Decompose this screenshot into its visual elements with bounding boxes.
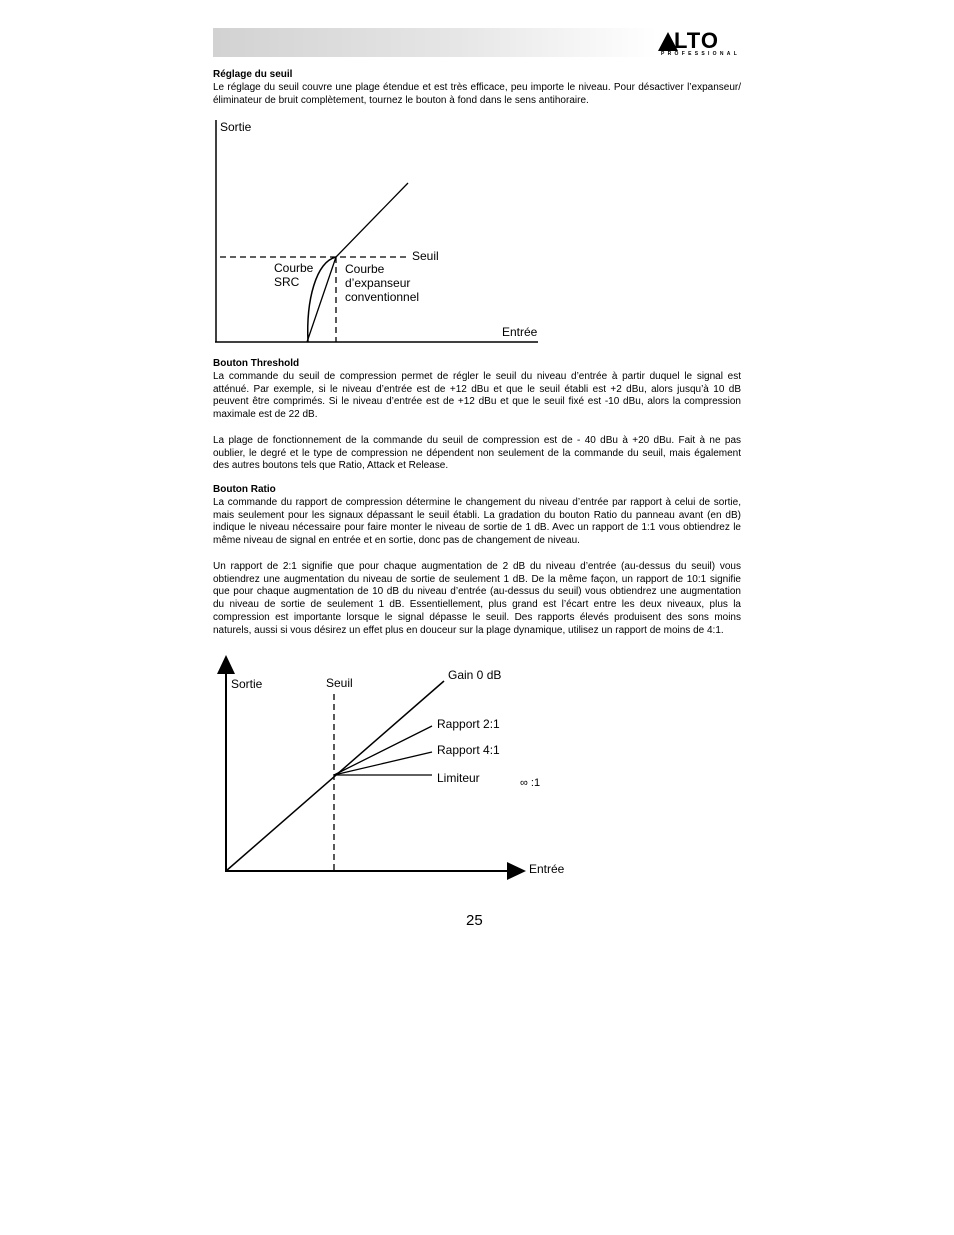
fig2-limiter-label: Limiteur — [437, 771, 480, 785]
paragraph: La commande du seuil de compression permet de régler le seuil du niveau d’entrée à partir duquel le signal est atténué. Par exemple, si le niveau d’entrée est de +12 dBu et que le seuil établi est +2 dBu, alors jusqu’à 10 dB peuvent être comprimés. Si le niveau d’entrée est de +12 dBu et que le seuil fixé est -10 dBu, alors la compression maximale est de 22 dB. — [213, 370, 741, 421]
fig1-threshold-label: Seuil — [412, 249, 439, 263]
fig2-y-arrow-icon — [217, 655, 235, 674]
fig1-exp-label-3: conventionnel — [345, 290, 420, 304]
fig1-src-label-1: Courbe — [274, 261, 314, 275]
fig2-ratio21-label: Rapport 2:1 — [437, 717, 500, 731]
fig1-exp-label-2: d’expanseur — [345, 276, 411, 290]
fig2-x-label: Entrée — [529, 862, 565, 876]
fig2-infinity-label: ∞ :1 — [520, 777, 541, 789]
fig2-gain-label: Gain 0 dB — [448, 668, 502, 682]
fig1-y-label: Sortie — [220, 120, 252, 134]
section-heading: Bouton Threshold — [213, 358, 300, 369]
paragraph: Le réglage du seuil couvre une plage étendue et est très efficace, peu importe le niveau. Pour désactiver l’expanseur/éliminateur de bruit complètement, tournez le bouton à fond dans le sens antihoraire. — [213, 81, 741, 106]
fig1-x-label: Entrée — [502, 325, 538, 339]
logo-name: LTO — [674, 28, 719, 53]
section-heading: Bouton Ratio — [213, 484, 276, 495]
paragraph: La plage de fonctionnement de la commande du seuil de compression est de - 40 dBu à +20 dBu. Fait à ne pas oublier, le degré et le type de compression ne dépendent non seulement de la commande du seuil, mais également des autres boutons tels que Ratio, Attack et Release. — [213, 434, 741, 472]
page-number: 25 — [466, 912, 483, 929]
logo-tagline: PROFESSIONAL — [661, 51, 741, 57]
paragraph: La commande du rapport de compression détermine le changement du niveau d’entrée par rapport à celui de sortie, mais seulement pour les signaux dépassant le seuil établi. La gradation du bouton Ratio du panneau avant (en dB) indique le niveau nécessaire pour faire monter le niveau de sortie de 1 dB. Avec un rapport de 1:1 vous obtiendrez le même niveau de signal en entrée et en sortie, donc pas de changement de niveau. — [213, 496, 741, 547]
fig2-gain-line — [226, 681, 444, 871]
fig2-x-arrow-icon — [507, 862, 526, 880]
fig1-exp-label-1: Courbe — [345, 262, 385, 276]
fig1-src-label-2: SRC — [274, 275, 300, 289]
fig2-threshold-label: Seuil — [326, 676, 353, 690]
fig2-y-label: Sortie — [231, 677, 263, 691]
section-heading: Réglage du seuil — [213, 69, 293, 80]
paragraph: Un rapport de 2:1 signifie que pour chaque augmentation de 2 dB du niveau d’entrée (au-dessus du seuil) vous obtiendrez une augmentation du niveau de sortie de seulement 1 dB. De la même façon, un rapport de 10:1 signifie que pour chaque augmentation de 10 dB du niveau d’entrée (au-dessus du seuil) vous obtiendrez une augmentation du niveau de sortie de seulement 1 dB. Essentiellement, plus grand est l’écart entre les deux niveaux, plus la compression est importante lorsque le signal dépasse le seuil. Des rapports élevés produisent des sons moins naturels, aussi si vous désirez un effet plus en douceur sur la plage dynamique, utilisez un rapport de moins de 4:1. — [213, 560, 741, 636]
fig2-ratio41-label: Rapport 4:1 — [437, 743, 500, 757]
